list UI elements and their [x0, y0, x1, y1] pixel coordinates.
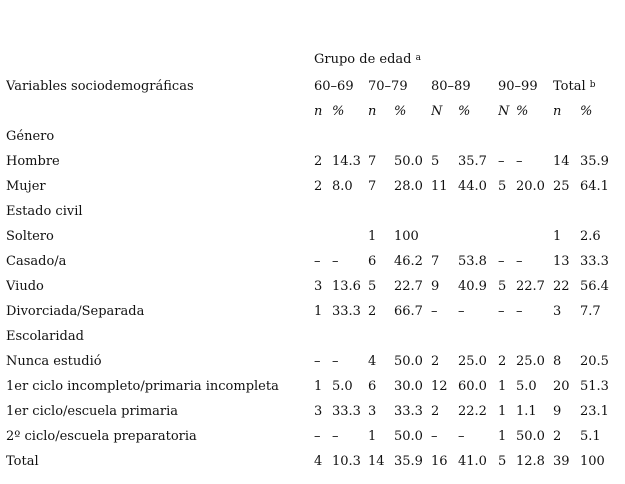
- age-group-header: 70–79: [368, 79, 408, 94]
- row-label: Soltero: [6, 229, 54, 244]
- table-cell: 3: [553, 304, 562, 319]
- table-cell: 11: [431, 179, 448, 194]
- table-row: [6, 249, 610, 274]
- table-cell: 20: [553, 379, 570, 394]
- group-title-note: a: [415, 52, 422, 63]
- row-label: Escolaridad: [6, 329, 84, 344]
- table-cell: [368, 199, 394, 224]
- row-label: Viudo: [6, 279, 44, 294]
- table-cell: 5: [498, 454, 507, 469]
- table-cell: [314, 324, 332, 349]
- table-cell: 39: [553, 454, 570, 469]
- table-cell: 3: [314, 279, 323, 294]
- table-cell: [368, 124, 394, 149]
- table-cell: [516, 199, 553, 224]
- table-cell: 1.1: [516, 404, 537, 419]
- table-cell: 5: [368, 279, 377, 294]
- table-row: [6, 124, 610, 149]
- table-row: [6, 349, 610, 374]
- table-cell: 22.2: [458, 404, 487, 419]
- subheader-cell: n: [368, 104, 377, 119]
- table-cell: 13.6: [332, 279, 361, 294]
- table-cell: [458, 124, 498, 149]
- row-label: Casado/a: [6, 254, 67, 269]
- table-cell: 33.3: [332, 404, 361, 419]
- table-cell: 60.0: [458, 379, 487, 394]
- table-cell: 5.1: [580, 429, 601, 444]
- table-cell: –: [516, 304, 523, 319]
- table-cell: 64.1: [580, 179, 609, 194]
- row-label: Género: [6, 129, 55, 144]
- row-label: 2º ciclo/escuela preparatoria: [6, 429, 197, 444]
- table-cell: [314, 199, 332, 224]
- table-cell: [332, 224, 368, 249]
- table-cell: 1: [553, 229, 562, 244]
- table-cell: 7: [431, 254, 440, 269]
- age-group-header: 80–89: [431, 79, 471, 94]
- table-cell: 33.3: [394, 404, 423, 419]
- table-cell: 30.0: [394, 379, 423, 394]
- table-cell: [516, 224, 553, 249]
- table-cell: –: [332, 354, 339, 369]
- table-cell: 28.0: [394, 179, 423, 194]
- table-cell: –: [431, 429, 438, 444]
- row-label: Hombre: [6, 154, 60, 169]
- table-cell: 1: [368, 229, 377, 244]
- table-cell: 50.0: [394, 154, 423, 169]
- table-row: [6, 324, 610, 349]
- table-cell: 5: [498, 279, 507, 294]
- table-cell: 33.3: [332, 304, 361, 319]
- table-cell: –: [314, 354, 321, 369]
- table-cell: [498, 199, 516, 224]
- table-cell: 20.0: [516, 179, 545, 194]
- table-cell: 50.0: [394, 429, 423, 444]
- age-group-header: 60–69: [314, 79, 354, 94]
- table-cell: 14: [368, 454, 385, 469]
- table-cell: 22: [553, 279, 570, 294]
- subheader-cell: N: [431, 104, 443, 119]
- table-cell: 40.9: [458, 279, 487, 294]
- subheader-cell: n: [314, 104, 323, 119]
- table-cell: [580, 324, 610, 349]
- table-cell: –: [458, 429, 465, 444]
- table-cell: 3: [368, 404, 377, 419]
- table-cell: 20.5: [580, 354, 609, 369]
- table-cell: 1: [368, 429, 377, 444]
- subheader-cell: %: [516, 104, 529, 119]
- table-cell: 2: [368, 304, 377, 319]
- table-cell: 46.2: [394, 254, 423, 269]
- table-cell: –: [458, 304, 465, 319]
- table-row: [6, 299, 610, 324]
- table-cell: 50.0: [394, 354, 423, 369]
- table-cell: 56.4: [580, 279, 609, 294]
- subheader-cell: n: [553, 104, 562, 119]
- subheader-cell: N: [498, 104, 510, 119]
- table-cell: 5.0: [332, 379, 353, 394]
- table-cell: 7: [368, 154, 377, 169]
- header-row-group: [6, 44, 610, 74]
- table-cell: 12: [431, 379, 448, 394]
- row-label: Estado civil: [6, 204, 83, 219]
- table-cell: 35.7: [458, 154, 487, 169]
- table-cell: 12.8: [516, 454, 545, 469]
- table-cell: –: [516, 154, 523, 169]
- table-cell: 7.7: [580, 304, 601, 319]
- table-cell: 16: [431, 454, 448, 469]
- table-cell: 7: [368, 179, 377, 194]
- subheader-cell: %: [458, 104, 471, 119]
- subheader-cell: %: [580, 104, 593, 119]
- table-cell: [580, 199, 610, 224]
- table-cell: 13: [553, 254, 570, 269]
- table-cell: 2: [431, 354, 440, 369]
- table-cell: 53.8: [458, 254, 487, 269]
- table-cell: 23.1: [580, 404, 609, 419]
- table-cell: [458, 199, 498, 224]
- table-cell: [368, 324, 394, 349]
- row-label: Divorciada/Separada: [6, 304, 145, 319]
- table-cell: 35.9: [394, 454, 423, 469]
- table-cell: [394, 199, 431, 224]
- subheader-cell: %: [394, 104, 407, 119]
- table-cell: –: [431, 304, 438, 319]
- table-cell: [498, 124, 516, 149]
- sociodemographic-table: [6, 44, 610, 474]
- table-cell: 9: [553, 404, 562, 419]
- table-cell: 2: [553, 429, 562, 444]
- table-cell: 5.0: [516, 379, 537, 394]
- table-cell: 44.0: [458, 179, 487, 194]
- table-cell: 51.3: [580, 379, 609, 394]
- row-label: Nunca estudió: [6, 354, 102, 369]
- table-row: [6, 374, 610, 399]
- table-cell: 2: [431, 404, 440, 419]
- header-blank-cell: [6, 44, 314, 74]
- group-title-cell: [314, 44, 610, 74]
- table-cell: [332, 124, 368, 149]
- table-cell: 22.7: [516, 279, 545, 294]
- table-cell: 25.0: [516, 354, 545, 369]
- table-cell: 8: [553, 354, 562, 369]
- table-cell: [314, 224, 332, 249]
- table-cell: [580, 124, 610, 149]
- table-cell: [516, 124, 553, 149]
- table-cell: [553, 324, 580, 349]
- table-cell: 25.0: [458, 354, 487, 369]
- group-title: Grupo de edad: [314, 51, 412, 67]
- table-cell: 6: [368, 254, 377, 269]
- table-cell: 1: [498, 404, 507, 419]
- table-cell: 100: [580, 454, 605, 469]
- table-cell: 2: [314, 179, 323, 194]
- table-cell: –: [314, 254, 321, 269]
- table-cell: 5: [498, 179, 507, 194]
- table-cell: [498, 224, 516, 249]
- table-cell: [394, 124, 431, 149]
- table-row: [6, 174, 610, 199]
- subheader-cell: %: [332, 104, 345, 119]
- table-row: [6, 424, 610, 449]
- table-cell: [431, 199, 458, 224]
- table-cell: 5: [431, 154, 440, 169]
- table-cell: –: [498, 154, 505, 169]
- table-cell: [458, 324, 498, 349]
- total-header: [553, 74, 610, 99]
- table-cell: 1: [314, 304, 323, 319]
- table-cell: [498, 324, 516, 349]
- table-cell: 14.3: [332, 154, 361, 169]
- table-cell: 9: [431, 279, 440, 294]
- table-cell: 41.0: [458, 454, 487, 469]
- table-cell: –: [498, 254, 505, 269]
- table-cell: [458, 224, 498, 249]
- total-label: Total: [553, 79, 586, 94]
- table-cell: 1: [314, 379, 323, 394]
- total-note: b: [589, 80, 596, 90]
- table-cell: 14: [553, 154, 570, 169]
- table-cell: 8.0: [332, 179, 353, 194]
- header-row-age-groups: [6, 74, 610, 99]
- table-cell: [332, 199, 368, 224]
- table-cell: –: [314, 429, 321, 444]
- table-row: [6, 224, 610, 249]
- table-cell: 2: [314, 154, 323, 169]
- table-cell: 22.7: [394, 279, 423, 294]
- table-cell: 66.7: [394, 304, 423, 319]
- table-cell: 33.3: [580, 254, 609, 269]
- table-cell: [553, 199, 580, 224]
- table-row: [6, 199, 610, 224]
- table-cell: [516, 324, 553, 349]
- table-row: [6, 149, 610, 174]
- table-row: [6, 399, 610, 424]
- table-cell: 50.0: [516, 429, 545, 444]
- table-cell: 3: [314, 404, 323, 419]
- table-cell: [332, 324, 368, 349]
- table-cell: –: [332, 254, 339, 269]
- table-cell: [431, 124, 458, 149]
- table-cell: –: [332, 429, 339, 444]
- table-cell: –: [516, 254, 523, 269]
- table-row: [6, 449, 610, 474]
- row-label: Mujer: [6, 179, 46, 194]
- table-cell: 4: [314, 454, 323, 469]
- table-cell: 25: [553, 179, 570, 194]
- age-group-header: 90–99: [498, 79, 538, 94]
- table-cell: 1: [498, 429, 507, 444]
- table-cell: [431, 224, 458, 249]
- table-cell: 2: [498, 354, 507, 369]
- row-label: 1er ciclo/escuela primaria: [6, 404, 179, 419]
- table-cell: 4: [368, 354, 377, 369]
- row-label: 1er ciclo incompleto/primaria incompleta: [6, 379, 279, 394]
- table-cell: [431, 324, 458, 349]
- row-label: Total: [6, 454, 39, 469]
- table-cell: [394, 324, 431, 349]
- table-cell: 1: [498, 379, 507, 394]
- table-cell: [314, 124, 332, 149]
- table-cell: 10.3: [332, 454, 361, 469]
- table-cell: 100: [394, 229, 419, 244]
- table-cell: –: [498, 304, 505, 319]
- table-cell: 35.9: [580, 154, 609, 169]
- table-row: [6, 274, 610, 299]
- table-cell: 6: [368, 379, 377, 394]
- table-cell: 2.6: [580, 229, 601, 244]
- table-cell: [553, 124, 580, 149]
- variables-label: Variables sociodemográficas: [6, 79, 194, 94]
- header-blank-cell: [6, 99, 314, 124]
- header-row-subheaders: [6, 99, 610, 124]
